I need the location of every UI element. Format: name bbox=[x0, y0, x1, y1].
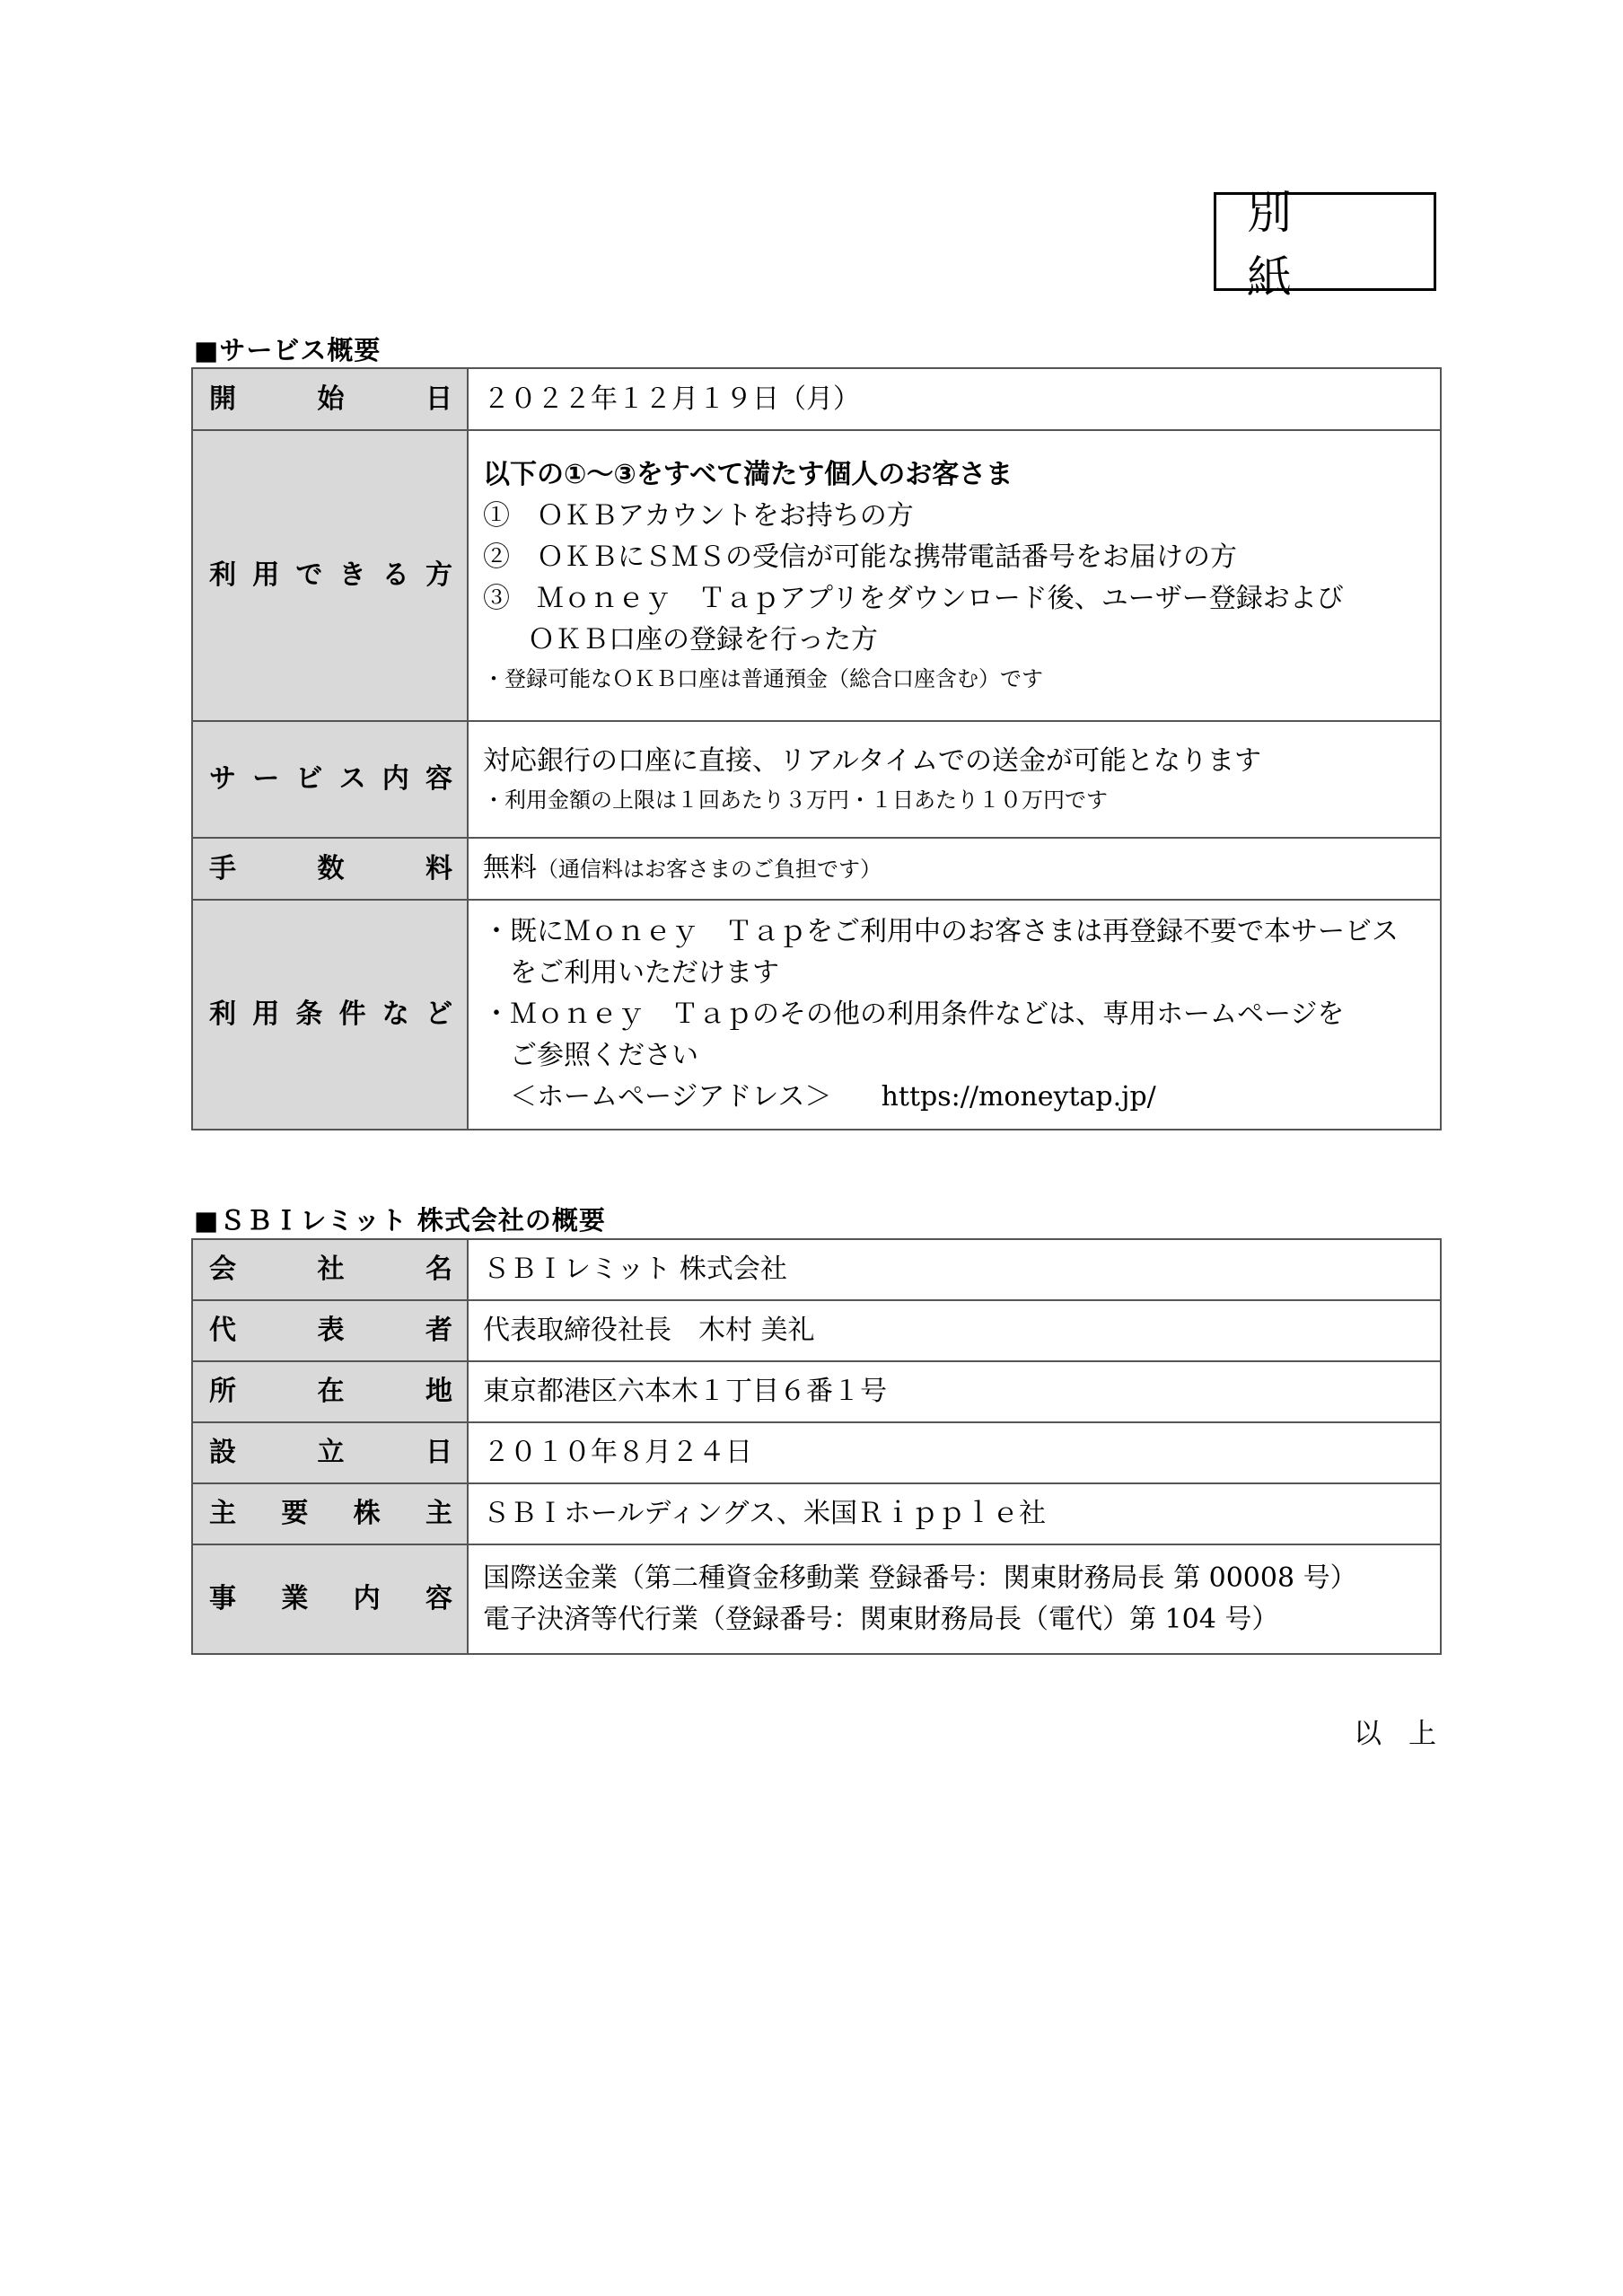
eligible-note: ・登録可能なＯＫＢ口座は普通預金（総合口座含む）です bbox=[483, 666, 1043, 691]
row-label-company-name: 会 社 名 bbox=[192, 1239, 468, 1300]
eligible-item-3: ③ Ｍｏｎｅｙ Ｔａｐアプリをダウンロード後、ユーザー登録および bbox=[483, 583, 1344, 614]
table-row bbox=[192, 721, 1441, 838]
row-label-founded: 設 立 日 bbox=[192, 1422, 468, 1483]
fee-note: （通信料はお客さまのご負担です） bbox=[537, 857, 882, 882]
row-label-eligible: 利 用 で き る 方 bbox=[192, 430, 468, 721]
row-label-address: 所 在 地 bbox=[192, 1361, 468, 1422]
fee-value bbox=[468, 838, 1441, 900]
shareholders-value: ＳＢＩホールディングス、米国Ｒｉｐｐｌｅ社 bbox=[468, 1483, 1441, 1544]
table-row bbox=[192, 838, 1441, 900]
eligible-item-3-cont: ＯＫＢ口座の登録を行った方 bbox=[528, 624, 878, 655]
eligible-value bbox=[468, 430, 1441, 721]
row-label-shareholders: 主 要 株 主 bbox=[192, 1483, 468, 1544]
eligible-lead: 以下の①～③をすべて満たす個人のお客さま bbox=[483, 459, 1013, 490]
table-row bbox=[192, 1300, 1441, 1361]
table-row bbox=[192, 900, 1441, 1130]
row-label-start-date: 開 始 日 bbox=[192, 368, 468, 430]
homepage-address-label: ＜ホームページアドレス＞ bbox=[510, 1081, 832, 1113]
row-label-service-content: サ ー ビ ス 内 容 bbox=[192, 721, 468, 838]
table-row bbox=[192, 1483, 1441, 1544]
representative-value: 代表取締役社長 木村 美礼 bbox=[468, 1300, 1441, 1361]
start-date-value: ２０２２年１２月１９日（月） bbox=[468, 368, 1441, 430]
business-line-1: 国際送金業（第二種資金移動業 登録番号：関東財務局長 第 00008 号） bbox=[483, 1562, 1357, 1594]
table-row bbox=[192, 1544, 1441, 1654]
closing-mark: 以上 bbox=[1354, 1718, 1463, 1750]
row-label-representative: 代 表 者 bbox=[192, 1300, 468, 1361]
table-row bbox=[192, 430, 1441, 721]
table-row bbox=[192, 1361, 1441, 1422]
service-content-value bbox=[468, 721, 1441, 838]
fee-text: 無料 bbox=[483, 852, 537, 884]
business-value bbox=[468, 1544, 1441, 1654]
condition-bullet-1: ・既にＭｏｎｅｙ Ｔａｐをご利用中のお客さまは再登録不要で本サービス bbox=[483, 916, 1399, 947]
company-name-value: ＳＢＩレミット 株式会社 bbox=[468, 1239, 1441, 1300]
row-label-fee: 手 数 料 bbox=[192, 838, 468, 900]
service-overview-table bbox=[191, 367, 1442, 1130]
service-content-note: ・利用金額の上限は１回あたり３万円・１日あたり１０万円です bbox=[483, 787, 1108, 813]
condition-bullet-2-cont: ご参照ください bbox=[510, 1040, 698, 1071]
eligible-item-2: ② ＯＫＢにＳＭＳの受信が可能な携帯電話番号をお届けの方 bbox=[483, 541, 1237, 573]
conditions-value bbox=[468, 900, 1441, 1130]
service-overview-heading: ■サービス概要 bbox=[194, 335, 382, 365]
table-row bbox=[192, 1422, 1441, 1483]
table-row bbox=[192, 1239, 1441, 1300]
founded-value: ２０１０年８月２４日 bbox=[468, 1422, 1441, 1483]
company-overview-table bbox=[191, 1238, 1442, 1655]
row-label-business: 事 業 内 容 bbox=[192, 1544, 468, 1654]
attachment-stamp: 別 紙 bbox=[1214, 192, 1436, 291]
condition-bullet-1-cont: をご利用いただけます bbox=[510, 957, 779, 989]
company-overview-heading: ■ＳＢＩレミット 株式会社の概要 bbox=[194, 1205, 606, 1236]
table-row bbox=[192, 368, 1441, 430]
homepage-url-link[interactable]: https://moneytap.jp/ bbox=[881, 1081, 1156, 1113]
row-label-conditions: 利 用 条 件 な ど bbox=[192, 900, 468, 1130]
business-line-2: 電子決済等代行業（登録番号：関東財務局長（電代）第 104 号） bbox=[483, 1604, 1279, 1635]
service-content-text: 対応銀行の口座に直接、リアルタイムでの送金が可能となります bbox=[483, 745, 1261, 777]
address-value: 東京都港区六本木１丁目６番１号 bbox=[468, 1361, 1441, 1422]
condition-bullet-2: ・Ｍｏｎｅｙ Ｔａｐのその他の利用条件などは、専用ホームページを bbox=[483, 998, 1345, 1030]
eligible-item-1: ① ＯＫＢアカウントをお持ちの方 bbox=[483, 500, 914, 532]
homepage-address-line bbox=[483, 1077, 1431, 1118]
